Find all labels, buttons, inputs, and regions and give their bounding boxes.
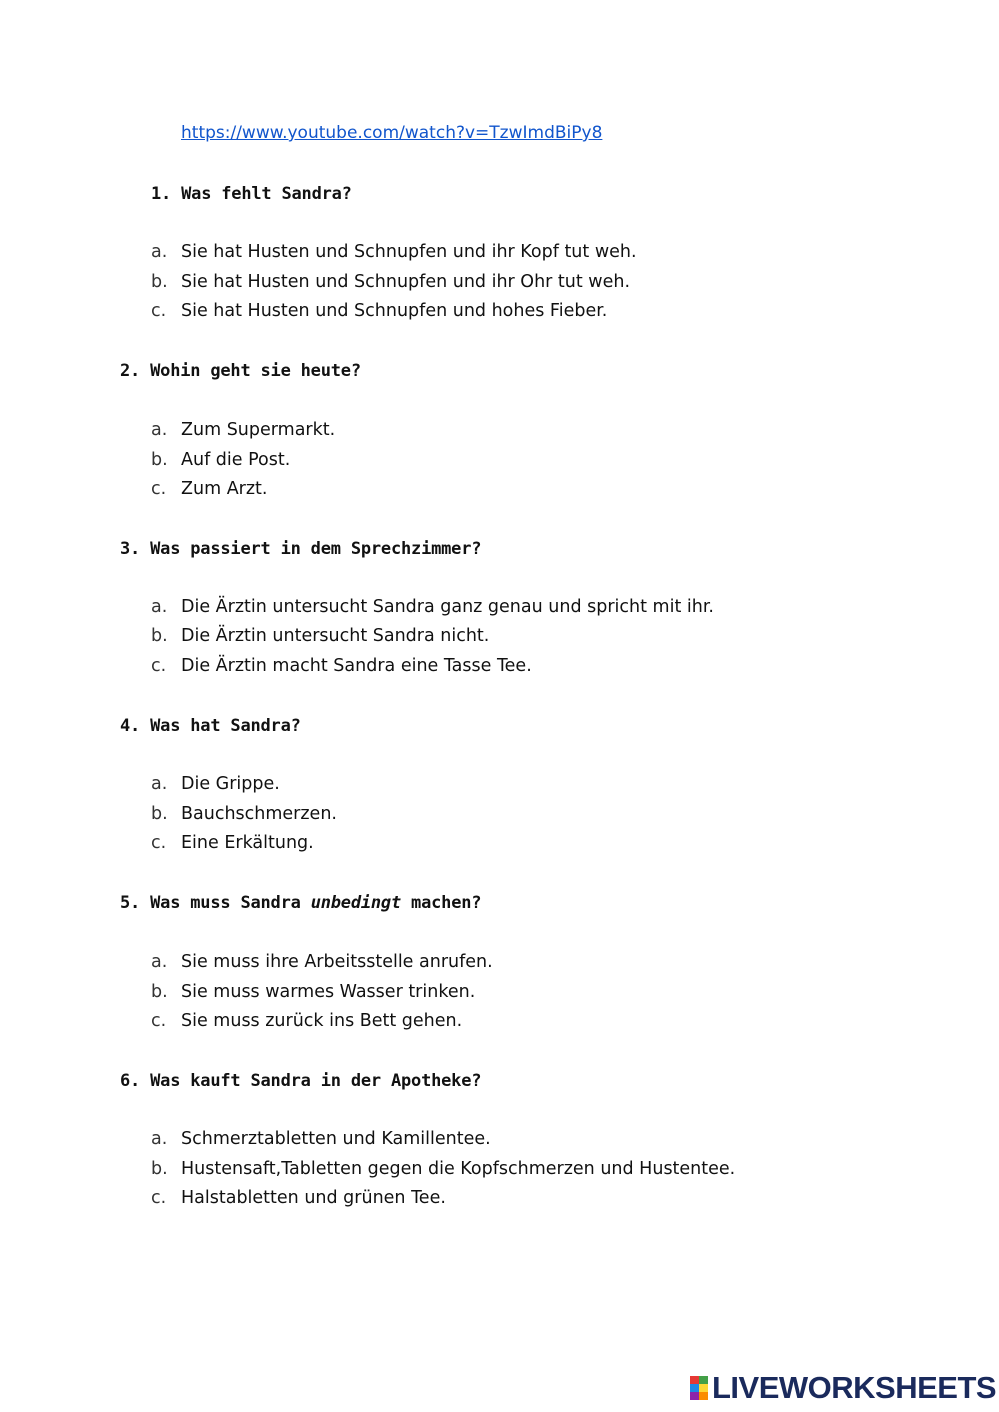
option-text: Sie muss warmes Wasser trinken. bbox=[181, 982, 476, 1002]
logo-block-icon bbox=[699, 1384, 708, 1392]
question-text: Was kauft Sandra in der Apotheke? bbox=[150, 1071, 482, 1091]
question-text-after: machen? bbox=[401, 893, 482, 913]
liveworksheets-logo-icon bbox=[690, 1376, 708, 1400]
option-text: Sie hat Husten und Schnupfen und hohes Fieber. bbox=[181, 301, 608, 321]
option-letter: b. bbox=[151, 982, 168, 1002]
option-text: Die Ärztin macht Sandra eine Tasse Tee. bbox=[181, 656, 532, 676]
question-3 bbox=[120, 539, 481, 559]
option-text: Die Ärztin untersucht Sandra ganz genau und spricht mit ihr. bbox=[181, 597, 714, 617]
option-letter: c. bbox=[151, 301, 167, 321]
option-text: Bauchschmerzen. bbox=[181, 804, 337, 824]
video-link[interactable]: https://www.youtube.com/watch?v=TzwImdBiPy8 bbox=[181, 123, 603, 143]
option-text: Schmerztabletten und Kamillentee. bbox=[181, 1129, 491, 1149]
option-letter: b. bbox=[151, 804, 168, 824]
option-letter: c. bbox=[151, 479, 167, 499]
option-letter: b. bbox=[151, 450, 168, 470]
option-text: Sie muss zurück ins Bett gehen. bbox=[181, 1011, 463, 1031]
option-letter: a. bbox=[151, 952, 168, 972]
question-text: Wohin geht sie heute? bbox=[150, 361, 361, 381]
question-number: 6. bbox=[120, 1071, 141, 1091]
logo-block-icon bbox=[690, 1384, 699, 1392]
option-letter: c. bbox=[151, 1188, 167, 1208]
question-number: 2. bbox=[120, 361, 141, 381]
question-1 bbox=[151, 184, 352, 204]
question-text: Was passiert in dem Sprechzimmer? bbox=[150, 539, 482, 559]
option-text: Hustensaft,Tabletten gegen die Kopfschmerzen und Hustentee. bbox=[181, 1159, 736, 1179]
question-5 bbox=[120, 893, 481, 913]
question-6 bbox=[120, 1071, 481, 1091]
option-letter: a. bbox=[151, 1129, 168, 1149]
question-number: 1. bbox=[151, 184, 172, 204]
logo-text: LIVEWORKSHEETS bbox=[712, 1370, 997, 1405]
option-text: Sie hat Husten und Schnupfen und ihr Ohr tut weh. bbox=[181, 272, 631, 292]
question-number: 3. bbox=[120, 539, 141, 559]
question-number: 5. bbox=[120, 893, 141, 913]
option-text: Zum Arzt. bbox=[181, 479, 268, 499]
option-letter: a. bbox=[151, 774, 168, 794]
option-letter: c. bbox=[151, 833, 167, 853]
option-text: Halstabletten und grünen Tee. bbox=[181, 1188, 446, 1208]
logo-block-icon bbox=[699, 1376, 708, 1384]
option-text: Zum Supermarkt. bbox=[181, 420, 336, 440]
option-text: Die Grippe. bbox=[181, 774, 280, 794]
logo-block-icon bbox=[690, 1392, 699, 1400]
question-text: Was hat Sandra? bbox=[150, 716, 301, 736]
option-text: Eine Erkältung. bbox=[181, 833, 314, 853]
option-letter: a. bbox=[151, 597, 168, 617]
option-letter: b. bbox=[151, 626, 168, 646]
question-text: Was fehlt Sandra? bbox=[181, 184, 352, 204]
option-letter: c. bbox=[151, 656, 167, 676]
question-text-before: Was muss Sandra bbox=[150, 893, 311, 913]
option-text: Sie hat Husten und Schnupfen und ihr Kopf tut weh. bbox=[181, 242, 637, 262]
question-text-emphasis: unbedingt bbox=[310, 893, 402, 913]
option-text: Die Ärztin untersucht Sandra nicht. bbox=[181, 626, 490, 646]
option-text: Auf die Post. bbox=[181, 450, 291, 470]
option-letter: c. bbox=[151, 1011, 167, 1031]
option-letter: b. bbox=[151, 272, 168, 292]
logo-block-icon bbox=[699, 1392, 708, 1400]
option-letter: a. bbox=[151, 420, 168, 440]
question-2 bbox=[120, 361, 361, 381]
logo-block-icon bbox=[690, 1376, 699, 1384]
option-letter: b. bbox=[151, 1159, 168, 1179]
option-letter: a. bbox=[151, 242, 168, 262]
liveworksheets-logo bbox=[690, 1372, 996, 1404]
option-text: Sie muss ihre Arbeitsstelle anrufen. bbox=[181, 952, 493, 972]
question-4 bbox=[120, 716, 301, 736]
question-number: 4. bbox=[120, 716, 141, 736]
